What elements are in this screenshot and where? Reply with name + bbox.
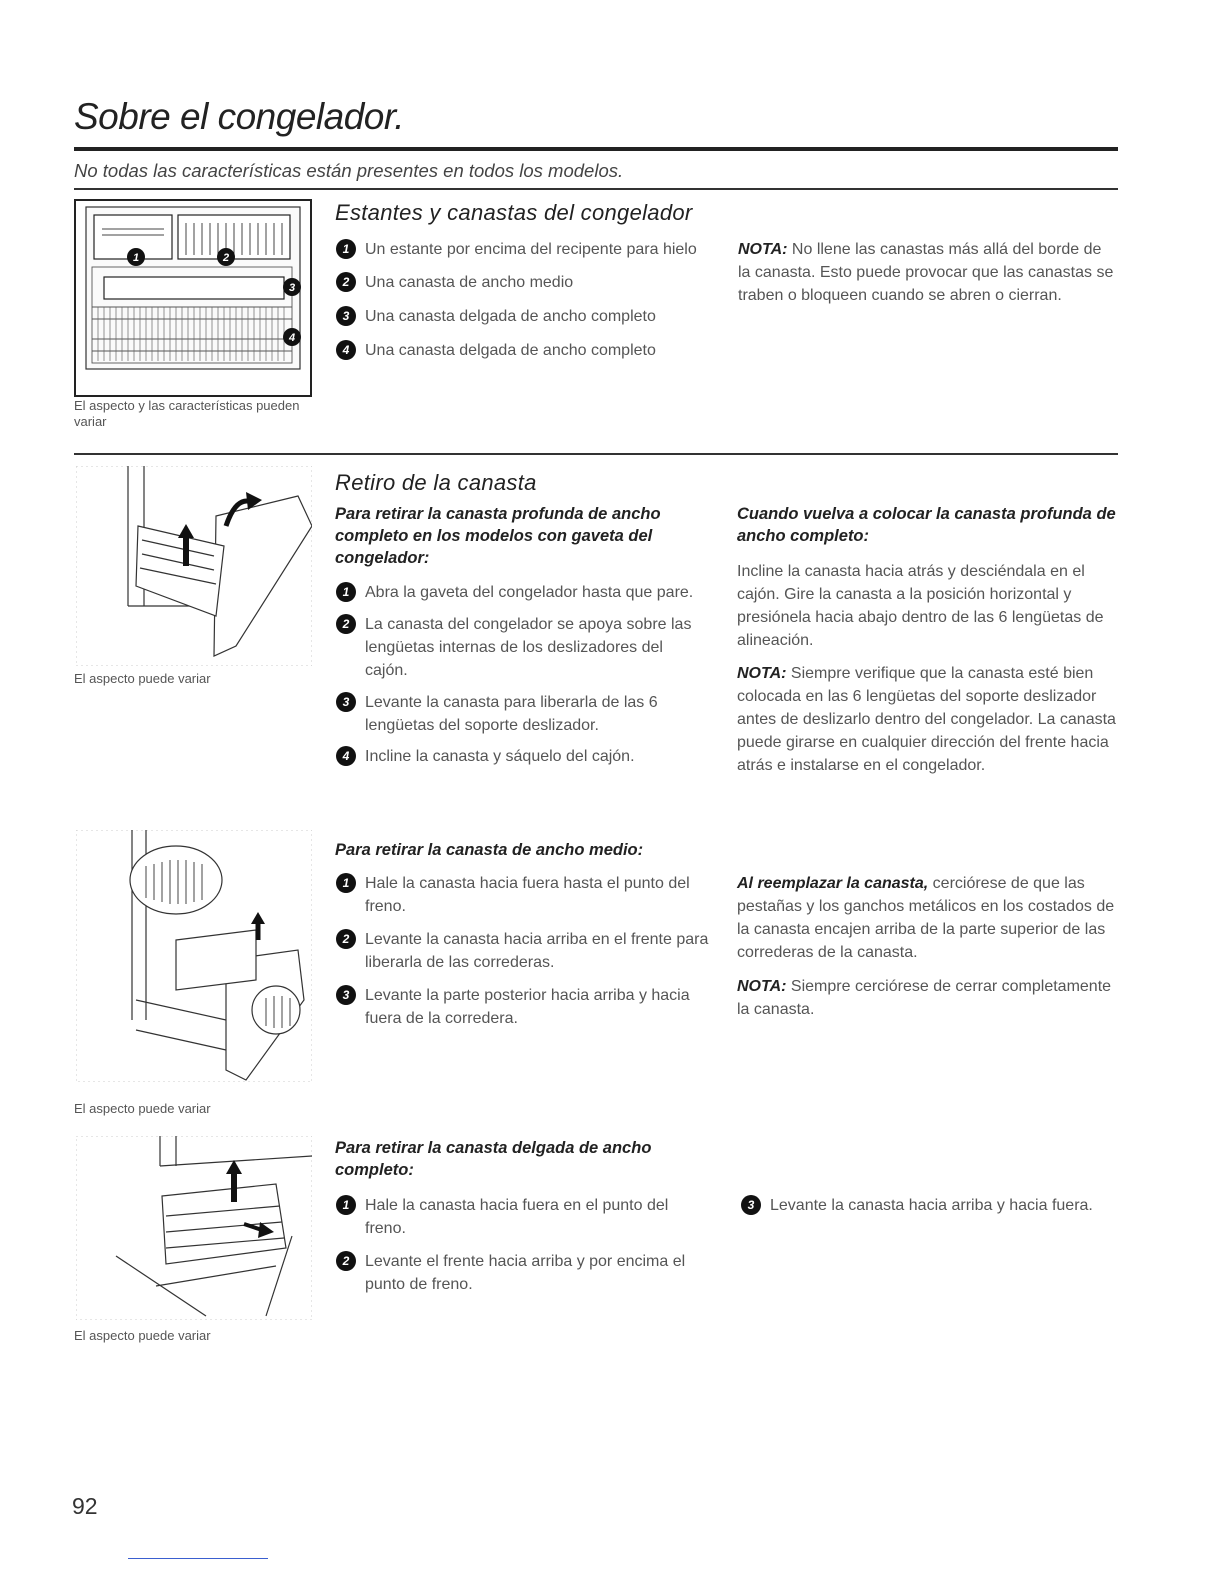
note-label: NOTA:: [737, 665, 787, 682]
step-number-icon: 1: [336, 1195, 356, 1215]
list-item: 3 Levante la canasta para liberarla de las 6 lengüetas del soporte deslizador.: [336, 691, 706, 737]
deep-replace-text: Incline la canasta hacia atrás y desciéndala en el cajón. Gire la canasta a la posición horizontal y presiónela hacia abajo dentro de las 6 lengüetas de alineación.: [737, 563, 1104, 649]
step-number-icon: 4: [336, 746, 356, 766]
step-number-icon: 2: [336, 272, 356, 292]
step-number-icon: 1: [336, 582, 356, 602]
page-subtitle: No todas las características están presentes en todos los modelos.: [74, 160, 624, 181]
header-rule: [74, 147, 1118, 151]
freezer-interior-drawing: [74, 199, 312, 397]
section-heading-removal: Retiro de la canasta: [335, 470, 537, 495]
deep-basket-drawing: [76, 466, 312, 666]
deep-basket-caption: El aspecto puede variar: [74, 671, 211, 686]
list-item: 3 Una canasta delgada de ancho completo: [336, 305, 706, 328]
list-item: 2 Una canasta de ancho medio: [336, 271, 706, 294]
deep-basket-heading: Para retirar la canasta profunda de ancho completo en los modelos con gaveta del congelador:: [335, 505, 661, 567]
medium-basket-steps: [336, 872, 711, 1030]
thin-basket-steps: [336, 1194, 711, 1296]
step-number-icon: 2: [336, 1251, 356, 1271]
step-number-icon: 1: [336, 239, 356, 259]
list-item: 1 Un estante por encima del recipente para hielo: [336, 238, 706, 261]
medium-basket-drawing: [76, 830, 312, 1082]
thin-basket-caption: El aspecto puede variar: [74, 1328, 211, 1343]
note-label: NOTA:: [737, 978, 787, 995]
list-item: 2 Levante el frente hacia arriba y por encima el punto de freno.: [336, 1250, 711, 1296]
step-number-icon: 3: [336, 985, 356, 1005]
list-item: 2 Levante la canasta hacia arriba en el frente para liberarla de las correderas.: [336, 928, 711, 974]
thin-basket-illustration: [76, 1136, 312, 1320]
list-item: 1 Hale la canasta hacia fuera en el punto del freno.: [336, 1194, 711, 1240]
deep-replace-heading: Cuando vuelva a colocar la canasta profunda de ancho completo:: [737, 505, 1116, 545]
image-caption: El aspecto y las características pueden variar: [74, 398, 300, 429]
step-number-icon: 3: [741, 1195, 761, 1215]
list-item: 4 Incline la canasta y sáquelo del cajón.: [336, 745, 706, 768]
shelves-note: NOTA: No llene las canastas más allá del borde de la canasta. Esto puede provocar que las canastas se traben o bloqueen cuando se abren o cierran.: [738, 241, 1114, 304]
section-heading-shelves: Estantes y canastas del congelador: [335, 200, 693, 225]
image-badge-4: 4: [288, 332, 296, 344]
list-item: 3 Levante la parte posterior hacia arriba y hacia fuera de la corredera.: [336, 984, 711, 1030]
medium-basket-heading: Para retirar la canasta de ancho medio:: [335, 841, 644, 859]
deep-basket-steps: [336, 581, 706, 768]
thin-basket-drawing: [76, 1136, 312, 1320]
list-item: 3 Levante la canasta hacia arriba y hacia fuera.: [741, 1194, 1111, 1217]
step-number-icon: 3: [336, 306, 356, 326]
section-rule: [74, 453, 1118, 455]
image-badge-1: 1: [132, 252, 140, 264]
step-number-icon: 2: [336, 929, 356, 949]
page-number: 92: [72, 1493, 98, 1519]
list-item: 2 La canasta del congelador se apoya sobre las lengüetas internas de los deslizadores del cajón.: [336, 613, 706, 682]
medium-note: NOTA: Siempre cerciórese de cerrar completamente la canasta.: [737, 978, 1112, 1018]
deep-note: NOTA: Siempre verifique que la canasta esté bien colocada en las 6 lengüetas del soporte deslizador antes de deslizarlo dentro del congelador. La canasta puede girarse en cualquier dirección del frente hacia atrás e instalarse en el congelador.: [737, 665, 1116, 774]
list-item: 4 Una canasta delgada de ancho completo: [336, 339, 706, 362]
page-title: Sobre el congelador.: [74, 96, 405, 137]
replace-label: Al reemplazar la canasta,: [737, 875, 929, 892]
medium-basket-caption: El aspecto puede variar: [74, 1101, 211, 1116]
step-number-icon: 2: [336, 614, 356, 634]
shelves-list: [336, 238, 706, 362]
thin-basket-steps-cont: [741, 1194, 1111, 1217]
step-number-icon: 3: [336, 692, 356, 712]
image-badge-3: 3: [288, 282, 296, 294]
deep-basket-illustration: [76, 466, 312, 666]
footer-line: [128, 1558, 268, 1559]
freezer-interior-illustration: [74, 199, 312, 397]
list-item: 1 Hale la canasta hacia fuera hasta el punto del freno.: [336, 872, 711, 918]
image-badge-2: 2: [222, 252, 230, 264]
subtitle-rule: [74, 188, 1118, 190]
list-item: 1 Abra la gaveta del congelador hasta que pare.: [336, 581, 706, 604]
medium-replace-text: Al reemplazar la canasta, cerciórese de que las pestañas y los ganchos metálicos en los costados de la canasta encajen arriba de la parte superior de las correderas de la canasta.: [737, 875, 1115, 961]
step-number-icon: 1: [336, 873, 356, 893]
medium-basket-illustration: [76, 830, 312, 1082]
step-number-icon: 4: [336, 340, 356, 360]
thin-basket-heading: Para retirar la canasta delgada de ancho completo:: [335, 1139, 652, 1179]
note-label: NOTA:: [738, 241, 788, 258]
